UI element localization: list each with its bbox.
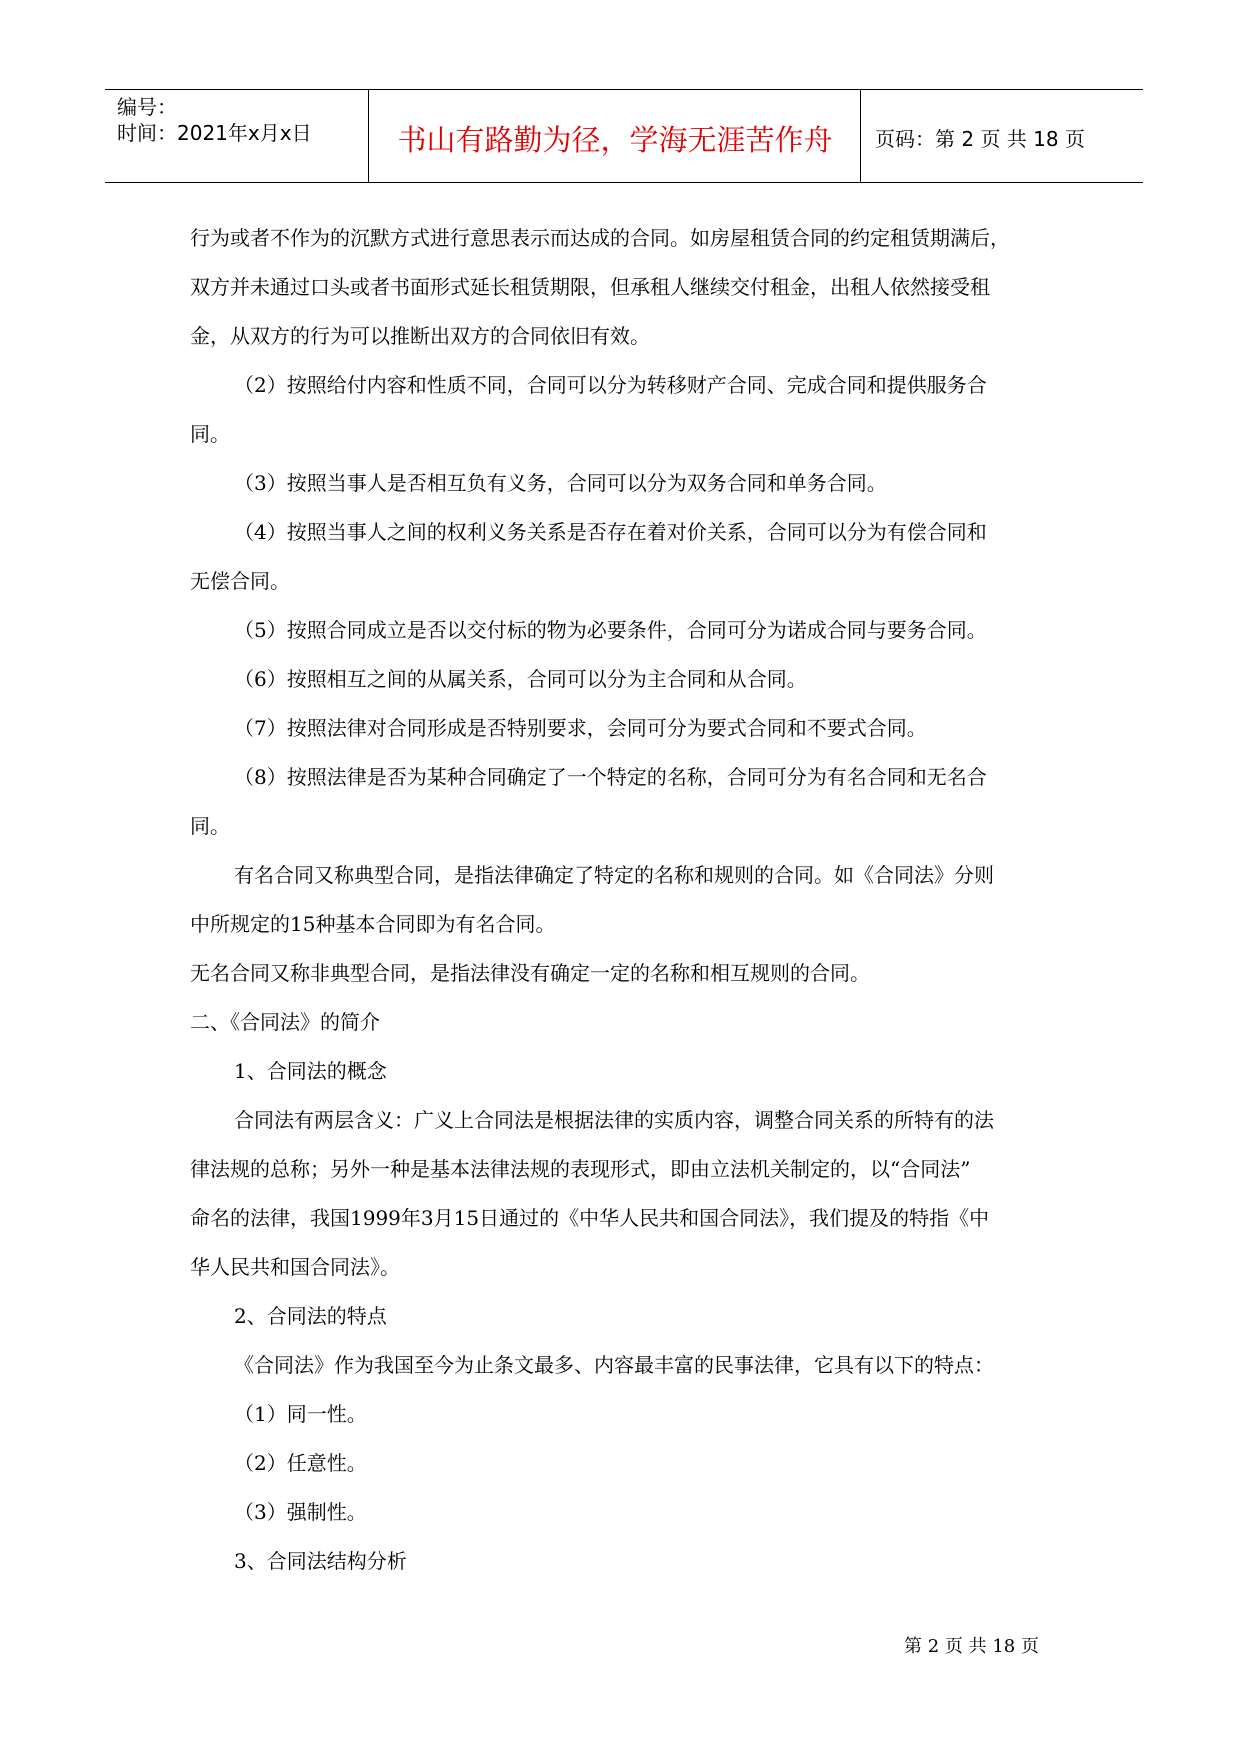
page-footer: 第 2 页 共 18 页	[904, 1636, 1039, 1657]
list-item: （1）同一性。	[234, 1402, 367, 1426]
text-line: 律法规的总称；另外一种是基本法律法规的表现形式，即由立法机关制定的，以“合同法”	[190, 1157, 971, 1181]
text-line: 华人民共和国合同法》。	[190, 1255, 400, 1279]
text-line: 同。	[190, 814, 230, 838]
text-line: 有名合同又称典型合同，是指法律确定了特定的名称和规则的合同。如《合同法》分则	[234, 863, 994, 887]
header-page-info: 页码：第 2 页 共 18 页	[875, 127, 1085, 151]
section-heading: 二、《合同法》的简介	[190, 1010, 380, 1034]
list-item: （2）任意性。	[234, 1451, 367, 1475]
text-line: 无名合同又称非典型合同，是指法律没有确定一定的名称和相互规则的合同。	[190, 961, 870, 985]
list-item: （3）强制性。	[234, 1500, 367, 1524]
text-line: （6）按照相互之间的从属关系，合同可以分为主合同和从合同。	[234, 667, 807, 691]
text-line: 无偿合同。	[190, 569, 290, 593]
header-divider-left	[368, 90, 369, 182]
text-line: （4）按照当事人之间的权利义务关系是否存在着对价关系，合同可以分为有偿合同和	[234, 520, 987, 544]
subsection-heading: 3、合同法结构分析	[234, 1549, 407, 1573]
header-motto: 书山有路勤为径，学海无涯苦作舟	[397, 123, 833, 157]
text-line: 中所规定的15种基本合同即为有名合同。	[190, 912, 556, 936]
page-header	[105, 89, 1143, 183]
text-line: 行为或者不作为的沉默方式进行意思表示而达成的合同。如房屋租赁合同的约定租赁期满后，	[190, 226, 1010, 250]
text-line: （3）按照当事人是否相互负有义务，合同可以分为双务合同和单务合同。	[234, 471, 887, 495]
subsection-heading: 2、合同法的特点	[234, 1304, 387, 1328]
text-line: （8）按照法律是否为某种合同确定了一个特定的名称，合同可分为有名合同和无名合	[234, 765, 987, 789]
text-line: （2）按照给付内容和性质不同，合同可以分为转移财产合同、完成合同和提供服务合	[234, 373, 987, 397]
document-body	[190, 214, 1060, 1586]
text-line: （7）按照法律对合同形成是否特别要求，会同可分为要式合同和不要式合同。	[234, 716, 927, 740]
number-label: 编号：	[117, 95, 177, 119]
text-line: 命名的法律，我国1999年3月15日通过的《中华人民共和国合同法》，我们提及的特指《中	[190, 1206, 990, 1230]
text-line: （5）按照合同成立是否以交付标的物为必要条件，合同可分为诺成合同与要务合同。	[234, 618, 987, 642]
subsection-heading: 1、合同法的概念	[234, 1059, 387, 1083]
text-line: 金，从双方的行为可以推断出双方的合同依旧有效。	[190, 324, 650, 348]
time-label: 时间：2021年x月x日	[117, 121, 312, 145]
header-divider-right	[860, 90, 861, 182]
text-line: 双方并未通过口头或者书面形式延长租赁期限，但承租人继续交付租金，出租人依然接受租	[190, 275, 990, 299]
text-line: 合同法有两层含义：广义上合同法是根据法律的实质内容，调整合同关系的所特有的法	[234, 1108, 994, 1132]
text-line: 《合同法》作为我国至今为止条文最多、内容最丰富的民事法律，它具有以下的特点：	[234, 1353, 994, 1377]
text-line: 同。	[190, 422, 230, 446]
header-meta	[117, 94, 312, 146]
